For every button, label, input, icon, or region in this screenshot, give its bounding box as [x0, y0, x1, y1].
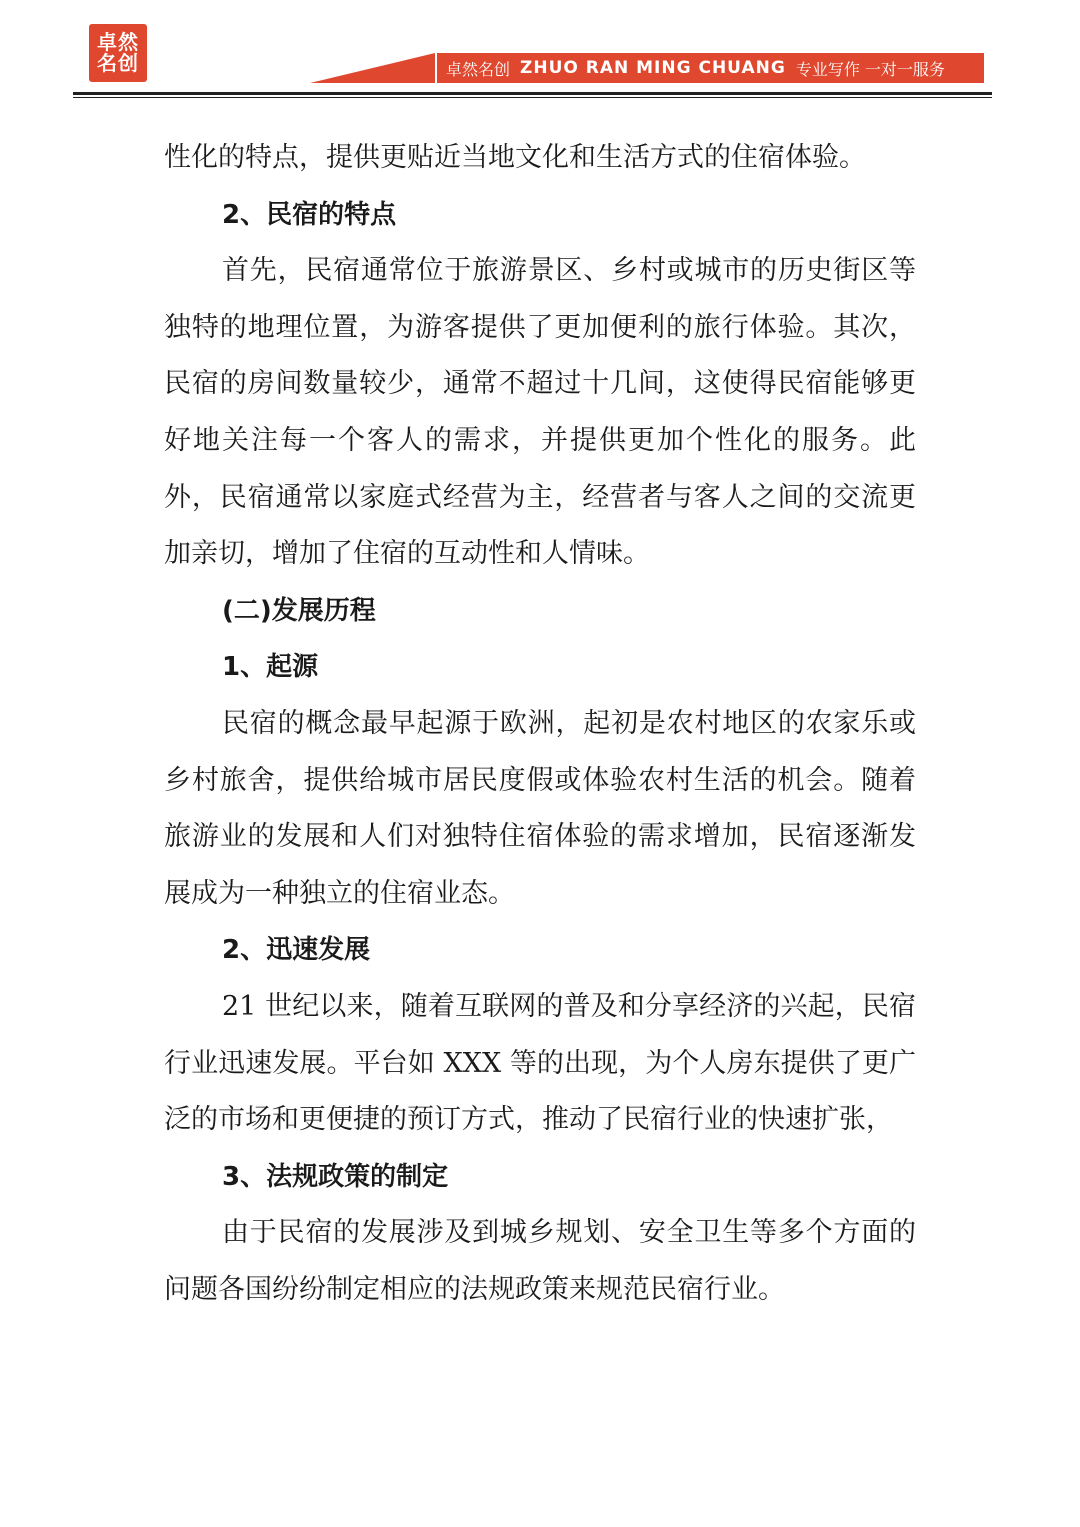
paragraph-rapid-development: 21 世纪以来，随着互联网的普及和分享经济的兴起，民宿行业迅速发展。平台如 XXX 等的出现，为个人房东提供了更广泛的市场和更便捷的预订方式，推动了民宿行业的快速扩张，: [164, 990, 916, 1136]
paragraph-intro-tail: 性化的特点，提供更贴近当地文化和生活方式的住宿体验。: [164, 142, 866, 173]
header-banner-text: [446, 53, 984, 83]
heading-features: 2、民宿的特点: [222, 199, 397, 230]
paragraph-policy: 由于民宿的发展涉及到城乡规划、安全卫生等多个方面的问题各国纷纷制定相应的法规政策来规范民宿行业。: [164, 1217, 916, 1305]
heading-origin: 1、起源: [222, 652, 319, 683]
heading-history: (二)发展历程: [222, 595, 376, 626]
header-rule-thin: [73, 97, 992, 98]
paragraph-features: 首先，民宿通常位于旅游景区、乡村或城市的历史街区等独特的地理位置，为游客提供了更加便利的旅行体验。其次，民宿的房间数量较少，通常不超过十几间，这使得民宿能够更好地关注每一个客人的需求，并提供更加个性化的服务。此外，民宿通常以家庭式经营为主，经营者与客人之间的交流更加亲切，增加了住宿的互动性和人情味。: [164, 255, 916, 570]
heading-policy: 3、法规政策的制定: [222, 1161, 449, 1192]
banner-cn-name: 卓然名创: [446, 59, 511, 79]
logo-text-bottom: 名创: [97, 51, 139, 75]
heading-rapid-development: 2、迅速发展: [222, 935, 371, 966]
banner-tagline: 专业写作 一对一服务: [795, 59, 945, 79]
logo-text-top: 卓然: [97, 30, 139, 54]
banner-en-name: ZHUO RAN MING CHUANG: [520, 58, 786, 78]
paragraph-origin: 民宿的概念最早起源于欧洲，起初是农村地区的农家乐或乡村旅舍，提供给城市居民度假或体验农村生活的机会。随着旅游业的发展和人们对独特住宿体验的需求增加，民宿逐渐发展成为一种独立的住宿业态。: [164, 707, 916, 909]
document-body: [164, 130, 916, 1318]
header-rule-thick: [73, 92, 992, 95]
page-header: [0, 0, 1080, 100]
header-banner-shape: [0, 0, 1080, 100]
